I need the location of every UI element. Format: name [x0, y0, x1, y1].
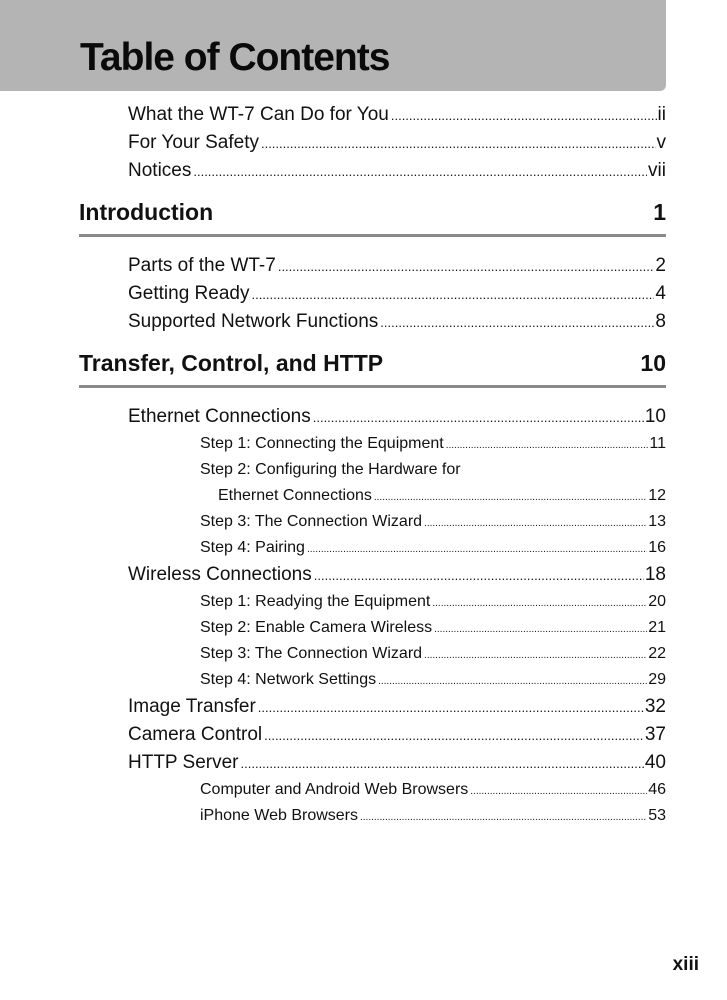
entry-title: HTTP Server [128, 752, 239, 773]
toc-subentry[interactable] [200, 667, 666, 693]
entry-title: Step 3: The Connection Wizard [200, 513, 423, 530]
dot-leader [360, 805, 647, 829]
dot-leader [313, 404, 644, 431]
toc-subentry[interactable] [200, 615, 666, 641]
toc-subentry[interactable] [200, 535, 666, 561]
entry-page: 46 [648, 781, 666, 798]
entry-page: 8 [655, 311, 666, 332]
dot-leader [432, 591, 647, 615]
toc-entry[interactable] [128, 129, 666, 157]
dot-leader [314, 562, 644, 589]
entry-page: v [656, 132, 666, 153]
entry-page: 40 [644, 752, 666, 773]
entry-page: 18 [644, 564, 666, 585]
dot-leader [241, 750, 644, 777]
toc-entry[interactable] [128, 403, 666, 431]
front-matter-list [79, 101, 666, 185]
dot-leader [434, 617, 647, 641]
entry-title: Getting Ready [128, 283, 250, 304]
entry-page: 4 [655, 283, 666, 304]
entry-page: 32 [644, 696, 666, 717]
entry-title: iPhone Web Browsers [200, 807, 358, 824]
toc-subentry[interactable] [200, 803, 666, 829]
toc-entry[interactable] [128, 561, 666, 589]
toc-subentry[interactable] [200, 431, 666, 457]
toc-entry[interactable] [128, 252, 666, 280]
chapter-heading-transfer-control-http[interactable] [79, 348, 666, 388]
toc-subentry[interactable] [200, 777, 666, 803]
dot-leader [193, 158, 647, 185]
dot-leader [470, 779, 647, 803]
entry-page: 2 [655, 255, 666, 276]
toc-subentry[interactable] [200, 589, 666, 615]
entry-page: 11 [649, 435, 666, 452]
entry-page: vii [648, 160, 666, 181]
entry-title: Ethernet Connections [218, 487, 372, 504]
dot-leader [424, 643, 647, 667]
toc-entry[interactable] [128, 693, 666, 721]
entry-page: 37 [644, 724, 666, 745]
page-number: xiii [672, 954, 699, 975]
entry-title: For Your Safety [128, 132, 259, 153]
transfer-entries [79, 403, 666, 829]
entry-page: 53 [648, 807, 666, 824]
entry-page: 10 [644, 406, 666, 427]
toc-subentry-continuation[interactable] [218, 483, 666, 509]
dot-leader [251, 281, 654, 308]
entry-page: 16 [648, 539, 666, 556]
entry-title: Step 4: Network Settings [200, 671, 377, 688]
toc-entry[interactable] [128, 721, 666, 749]
entry-title: Wireless Connections [128, 564, 312, 585]
dot-leader [261, 130, 656, 157]
entry-title: Step 2: Enable Camera Wireless [200, 619, 433, 636]
dot-leader [391, 102, 657, 129]
entry-title: Parts of the WT-7 [128, 255, 276, 276]
entry-page: 21 [648, 619, 666, 636]
entry-title: Step 4: Pairing [200, 539, 305, 556]
entry-page: 29 [648, 671, 666, 688]
dot-leader [258, 694, 644, 721]
toc-subentry-first-line[interactable] [200, 457, 666, 483]
entry-page: 22 [648, 645, 666, 662]
page-title: Table of Contents [80, 36, 390, 79]
chapter-page: 10 [640, 350, 666, 376]
dot-leader [424, 511, 647, 535]
chapter-title: Introduction [79, 199, 214, 225]
entry-page: 20 [648, 593, 666, 610]
dot-leader [446, 433, 649, 457]
entry-title: Ethernet Connections [128, 406, 311, 427]
toc-entry[interactable] [128, 101, 666, 129]
toc-entry[interactable] [128, 157, 666, 185]
entry-title: Step 1: Connecting the Equipment [200, 435, 444, 452]
introduction-entries [79, 252, 666, 336]
toc-subentry[interactable] [200, 509, 666, 535]
toc-subentry[interactable] [200, 641, 666, 667]
entry-title: Notices [128, 160, 192, 181]
entry-title: Camera Control [128, 724, 263, 745]
entry-page: ii [657, 104, 666, 125]
toc-entry[interactable] [128, 749, 666, 777]
dot-leader [307, 537, 647, 561]
dot-leader [378, 669, 647, 693]
entry-page: 12 [648, 487, 666, 504]
entry-title: Image Transfer [128, 696, 256, 717]
chapter-heading-introduction[interactable] [79, 197, 666, 237]
entry-title: Step 2: Configuring the Hardware for [200, 461, 461, 478]
dot-leader [374, 485, 647, 509]
title-banner [0, 0, 666, 91]
chapter-page: 1 [653, 199, 666, 225]
entry-title: Computer and Android Web Browsers [200, 781, 469, 798]
dot-leader [278, 253, 655, 280]
entry-title: Supported Network Functions [128, 311, 379, 332]
entry-title: Step 3: The Connection Wizard [200, 645, 423, 662]
dot-leader [380, 309, 654, 336]
entry-page: 13 [648, 513, 666, 530]
entry-title: What the WT-7 Can Do for You [128, 104, 389, 125]
toc-entry[interactable] [128, 308, 666, 336]
chapter-title: Transfer, Control, and HTTP [79, 350, 384, 376]
toc-entry[interactable] [128, 280, 666, 308]
entry-title: Step 1: Readying the Equipment [200, 593, 431, 610]
dot-leader [264, 722, 644, 749]
